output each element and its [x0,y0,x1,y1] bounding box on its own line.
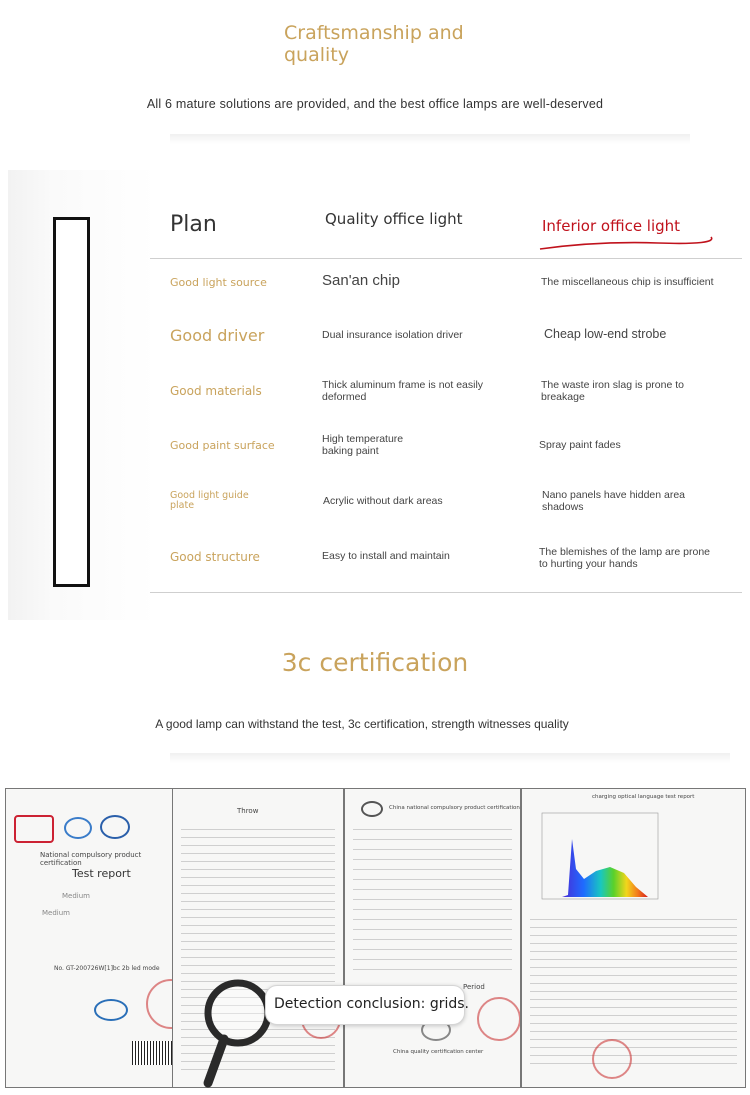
row-label: Good driver [170,326,265,345]
throw-label: Throw [237,807,259,815]
divider [170,753,730,763]
red-seal-icon [592,1039,632,1079]
spectrum-chart-icon [534,809,664,909]
cma-logo-icon [14,815,54,843]
row-label: Good light guide plate [170,490,249,511]
row-inferior: Spray paint fades [539,439,621,451]
row-label: Good structure [170,550,260,564]
row-inferior: Nano panels have hidden area shadows [542,489,686,513]
col-header-plan: Plan [170,212,217,237]
page-title: Craftsmanship and quality [284,22,464,66]
row-quality: Dual insurance isolation driver [322,329,463,341]
decorative-bar [53,217,90,587]
center-label: China quality certification center [393,1049,484,1055]
period-label: Period [463,983,485,991]
detection-conclusion: Detection conclusion: grids. [274,996,470,1012]
row-quality: Acrylic without dark areas [323,495,443,507]
row-label: Good light source [170,276,267,289]
cqc-logo-icon [94,999,128,1021]
spectrum-report-document [521,788,746,1088]
divider [170,134,690,144]
red-seal-icon [477,997,521,1041]
report-title: charging optical language test report [592,794,695,800]
page-subtitle: All 6 mature solutions are provided, and the best office lamps are well-deserved [146,97,604,111]
cert-title: 3c certification [281,648,469,677]
row-quality: San'an chip [322,272,400,289]
report-title: Test report [72,867,131,880]
comparison-table [8,170,750,620]
col-header-quality: Quality office light [325,210,463,228]
red-brush-underline [538,235,713,253]
report-number: No. GT-200726W[1]bc 2b led mode [54,965,160,972]
barcode-icon [132,1041,172,1065]
cnas-logo-icon [100,815,130,839]
row-quality: Thick aluminum frame is not easily deformed [322,379,484,403]
text-lines [353,829,512,979]
row-inferior: The blemishes of the lamp are prone to hurting your hands [539,546,711,570]
medium-label: Medium [62,892,90,900]
table-divider-top [150,258,742,259]
cert-subtitle: A good lamp can withstand the test, 3c certification, strength witnesses quality [155,717,569,731]
row-quality: Easy to install and maintain [322,550,450,562]
col-header-inferior: Inferior office light [542,217,681,235]
ccc-logo-icon [361,801,383,817]
row-quality: High temperature baking paint [322,433,404,457]
ilac-logo-icon [64,817,92,839]
row-inferior: Cheap low-end strobe [544,327,667,341]
test-report-document [5,788,175,1088]
medium-label: Medium [42,909,70,917]
certificate-strip [0,788,750,1095]
cert-line: China national compulsory product certification [389,805,520,811]
row-label: Good materials [170,384,262,398]
row-label: Good paint surface [170,439,275,452]
cert-line: National compulsory product certification [40,851,142,867]
detection-bubble [265,985,470,1025]
row-inferior: The miscellaneous chip is insufficient [541,276,714,288]
ccc-certificate-document [344,788,521,1088]
data-rows [530,919,737,1071]
row-inferior: The waste iron slag is prone to breakage [541,379,684,403]
table-divider-bottom [150,592,742,593]
red-seal-icon [146,979,175,1029]
